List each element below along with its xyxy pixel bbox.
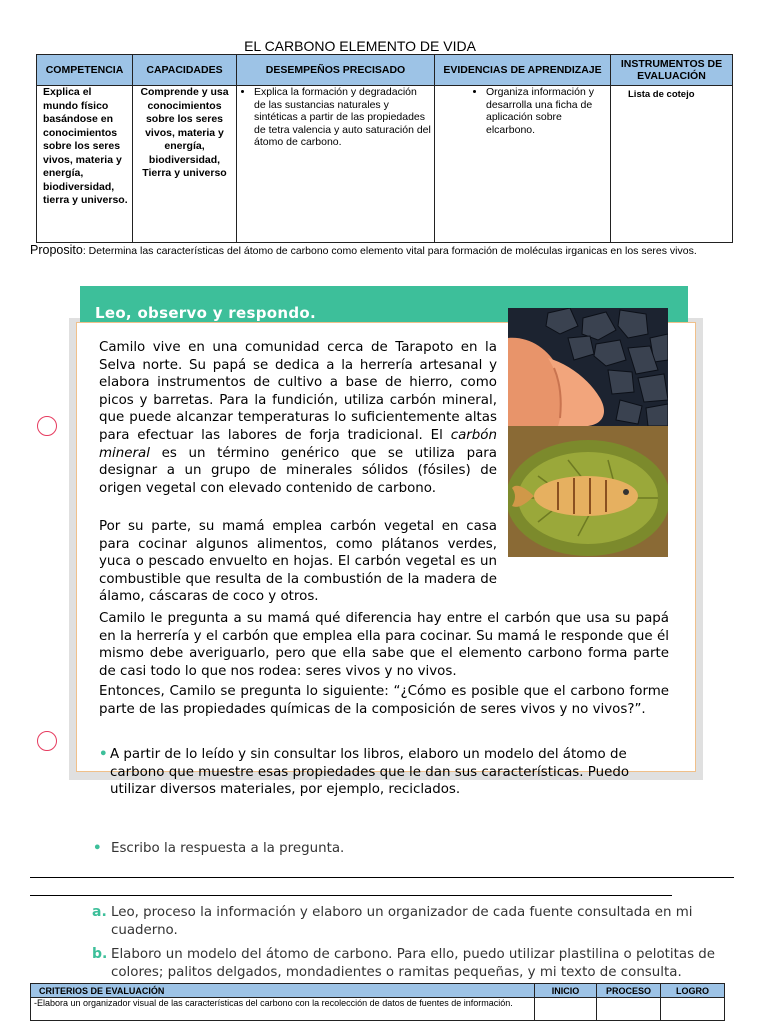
model-instruction — [99, 746, 671, 799]
fish-in-leaf-image — [508, 426, 668, 557]
story-paragraph-4: Entonces, Camilo se pregunta lo siguiente: “¿Cómo es posible que el carbono forme parte de las propiedades químicas de la composición de seres vivos y no vivos?”. — [99, 684, 669, 717]
story-p1-text: Camilo vive en una comunidad cerca de Tarapoto en la Selva norte. Su papá se dedica a la herrería artesanal y elabora instrumentos de cultivo a base de hierro, como picos y barretas. Para la fundición, utiliza carbón mineral, que puede alcanzar temperaturas lo suficientemente altas para efectuar las labores de forja tradicional. El — [99, 340, 497, 443]
answer-line[interactable] — [30, 895, 672, 896]
list-item-a — [92, 904, 734, 939]
criteria-logro-cell[interactable] — [661, 998, 725, 1021]
header-inicio: INICIO — [535, 984, 597, 998]
header-criterios: CRITERIOS DE EVALUACIÓN — [31, 984, 535, 998]
story-paragraph-1 — [99, 339, 497, 497]
cell-desempenos — [237, 86, 435, 243]
story-p1-emphasis: carbón mineral — [99, 427, 497, 461]
story-p1-end: es un término genérico que se utiliza para designar a un grupo de minerales sólidos (fósiles) de origen vegetal con elevado contenido de carbono. — [99, 445, 497, 496]
cell-capacidades: Comprende y usa conocimientos sobre los seres vivos, materia y energía, biodiversidad, Tierra y universo — [133, 86, 237, 243]
story-paragraph-2: Por su parte, su mamá emplea carbón vegetal en casa para cocinar algunos alimentos, como plátanos verdes, yuca o pescado envuelto en hojas. El carbón vegetal es un combustible que resulta de la combustión de la madera de álamo, cáscaras de coco y otros. — [99, 519, 497, 605]
item-letter: a. — [92, 904, 107, 920]
story-paragraph-3: Camilo le pregunta a su mamá qué diferencia hay entre el carbón que usa su papá en la herrería y el carbón que emplea ella para cocinar. Su mamá le responde que él mismo debe averiguarlo, pero que ella sabe que el elemento carbono forma parte de casi todo lo que nos rodea: seres vivos y no vivos. — [99, 611, 669, 679]
margin-circle-marker — [37, 416, 57, 436]
header-proceso: PROCESO — [597, 984, 661, 998]
list-item-b — [92, 946, 734, 981]
proposito-body: : Determina las características del átomo de carbono como elemento vital para formación de moléculas irganicas en los seres vivos. — [82, 245, 697, 257]
coal-in-hand-image — [508, 308, 668, 426]
bullet-marker: • — [93, 841, 102, 856]
instrumento-text: Lista de cotejo — [628, 89, 695, 100]
header-desempenos: DESEMPEÑOS PRECISADO — [237, 55, 435, 86]
item-text: Leo, proceso la información y elaboro un organizador de cada fuente consultada en mi cuaderno. — [111, 905, 693, 938]
proposito-text — [30, 244, 730, 258]
model-instruction-text: A partir de lo leído y sin consultar los libros, elaboro un modelo del átomo de carbono que muestre esas propiedades que le dan sus características. Puedo utilizar diversos materiales, por ejemplo, reciclados. — [110, 747, 630, 798]
bullet-marker: • — [99, 747, 108, 762]
criteria-row-text: -Elabora un organizador visual de las características del carbono con la recolección de datos de fuentes de información. — [31, 998, 535, 1021]
margin-circle-marker — [37, 731, 57, 751]
header-capacidades: CAPACIDADES — [133, 55, 237, 86]
header-instrumentos: INSTRUMENTOS DE EVALUACIÓN — [611, 55, 733, 86]
criteria-table — [30, 983, 725, 1021]
item-letter: b. — [92, 946, 108, 962]
criteria-inicio-cell[interactable] — [535, 998, 597, 1021]
document-title: EL CARBONO ELEMENTO DE VIDA — [244, 38, 476, 54]
cell-instrumentos — [611, 86, 733, 243]
header-evidencias: EVIDENCIAS DE APRENDIZAJE — [435, 55, 611, 86]
header-competencia: COMPETENCIA — [37, 55, 133, 86]
section-heading: Leo, observo y respondo. — [95, 304, 316, 322]
answer-line[interactable] — [30, 877, 734, 878]
evidencia-item: • Organiza información y desarrolla una ficha de aplicación sobre elcarbono. — [486, 86, 607, 136]
proposito-label: Proposito — [30, 243, 83, 257]
cell-competencia: Explica el mundo físico basándose en conocimientos sobre los seres vivos, materia y energía, biodiversidad, tierra y universo. — [37, 86, 133, 243]
desempeno-item: • Explica la formación y degradación de las sustancias naturales y sintéticas a partir de las propiedades de tetra valencia y auto saturación del átomo de carbono. — [254, 86, 431, 149]
header-logro: LOGRO — [661, 984, 725, 998]
cell-evidencias — [435, 86, 611, 243]
item-text: Elaboro un modelo del átomo de carbono. Para ello, puedo utilizar plastilina o pelotitas de colores; palitos delgados, mondadientes o ramitas pequeñas, y mi texto de consulta. — [111, 947, 716, 980]
competencias-table — [36, 54, 733, 243]
answer-prompt-text: Escribo la respuesta a la pregunta. — [111, 841, 345, 856]
criteria-proceso-cell[interactable] — [597, 998, 661, 1021]
answer-prompt — [93, 841, 653, 856]
